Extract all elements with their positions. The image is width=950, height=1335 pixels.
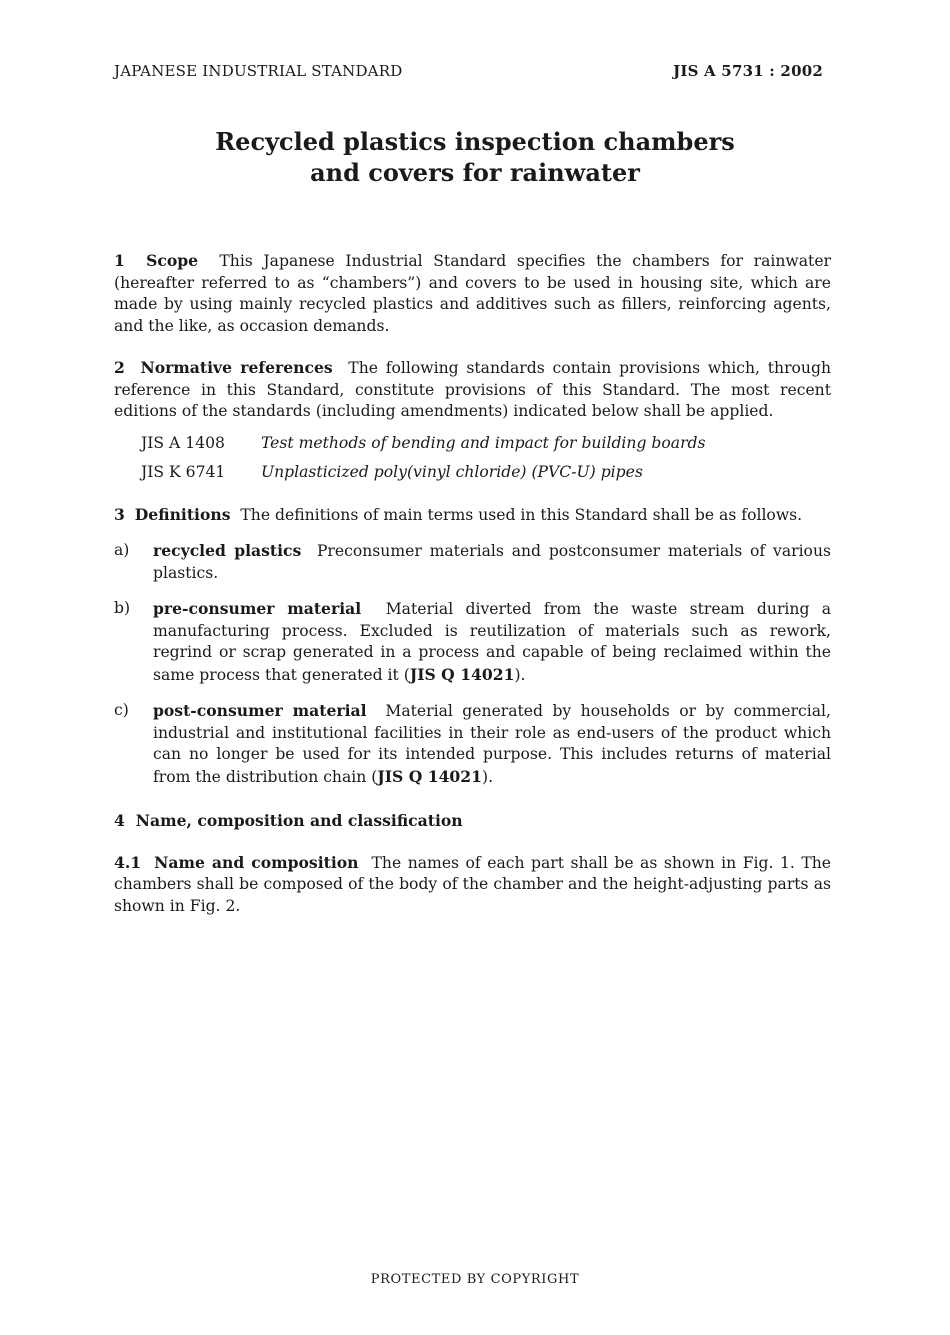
- header-standard-number: JIS A 5731 : 2002: [673, 62, 823, 80]
- copyright-footer: PROTECTED BY COPYRIGHT: [370, 1272, 580, 1287]
- definition-text-end: ).: [481, 767, 494, 786]
- section-normative-references: [114, 357, 831, 423]
- section-number: 3: [114, 504, 125, 524]
- definition-label: b): [114, 599, 131, 617]
- definition-item: [114, 540, 831, 584]
- definition-term: recycled plastics: [153, 541, 302, 560]
- header-standard-type: JAPANESE INDUSTRIAL STANDARD: [114, 62, 403, 80]
- definition-item: [114, 598, 831, 686]
- definition-reference: JIS Q 14021: [409, 664, 515, 684]
- definition-label: c): [114, 701, 129, 719]
- definition-label: a): [114, 541, 130, 559]
- section-name-and-composition: [114, 852, 831, 918]
- section-text: The definitions of main terms used in this Standard shall be as follows.: [240, 505, 803, 524]
- section-text: The names of each part shall be as shown in Fig. 1. The chambers shall be composed of the body of the chamber and the height-adjusting parts as shown in Fig. 2.: [114, 853, 832, 915]
- definition-item: [114, 700, 831, 788]
- section-number: 4.1: [114, 852, 142, 872]
- reference-title: Test methods of bending and impact for building boards: [260, 433, 706, 452]
- section-number: 4: [114, 811, 125, 830]
- definition-reference: JIS Q 14021: [377, 766, 482, 786]
- reference-item: [141, 433, 831, 455]
- section-name-composition: [114, 810, 831, 832]
- section-number: 1: [114, 251, 125, 270]
- reference-item: [141, 462, 831, 484]
- section-text: The following standards contain provisions which, through reference in this Standard, constitute provisions of this Standard. The most recent editions of the standards (including amendments) indicated below shall be applied.: [114, 359, 832, 420]
- reference-code: JIS K 6741: [141, 463, 226, 481]
- definition-text: Material generated by households or by commercial, industrial and institutional facilities in their role as end-users of the product which can no longer be used for its intended purpose. This includes returns of material from the distribution chain (: [153, 702, 832, 786]
- definition-text: Material diverted from the waste stream during a manufacturing process. Excluded is reutilization of materials such as rework, regrind or scrap generated in a process and capable of being reclaimed within the same process that generated it (: [153, 600, 831, 684]
- reference-list: [141, 433, 831, 484]
- section-heading: Name and composition: [154, 852, 359, 872]
- section-heading: Scope: [146, 251, 199, 270]
- section-text: This Japanese Industrial Standard specifies the chambers for rainwater (hereafter referred to as “chambers”) and covers to be used in housing site, which are made by using mainly recycled plastics and additives such as fillers, reinforcing agents, and the like, as occasion demands.: [114, 252, 832, 335]
- section-heading: Normative references: [140, 358, 333, 377]
- title-line-1: Recycled plastics inspection chambers: [215, 127, 735, 156]
- reference-title: Unplasticized poly(vinyl chloride) (PVC-U) pipes: [260, 463, 643, 481]
- title-line-2: and covers for rainwater: [310, 158, 640, 187]
- section-scope: [114, 250, 831, 337]
- definition-term: pre-consumer material: [153, 599, 362, 618]
- section-heading: Definitions: [134, 504, 231, 524]
- section-definitions: [114, 504, 831, 527]
- document-body: [114, 250, 831, 937]
- definition-text: Preconsumer materials and postconsumer materials of various plastics.: [153, 542, 831, 582]
- definition-term: post-consumer material: [153, 701, 367, 720]
- document-title: [0, 126, 950, 188]
- definition-text-end: ).: [514, 665, 526, 684]
- section-number: 2: [114, 358, 125, 377]
- reference-code: JIS A 1408: [141, 433, 225, 452]
- section-heading: Name, composition and classification: [135, 811, 463, 830]
